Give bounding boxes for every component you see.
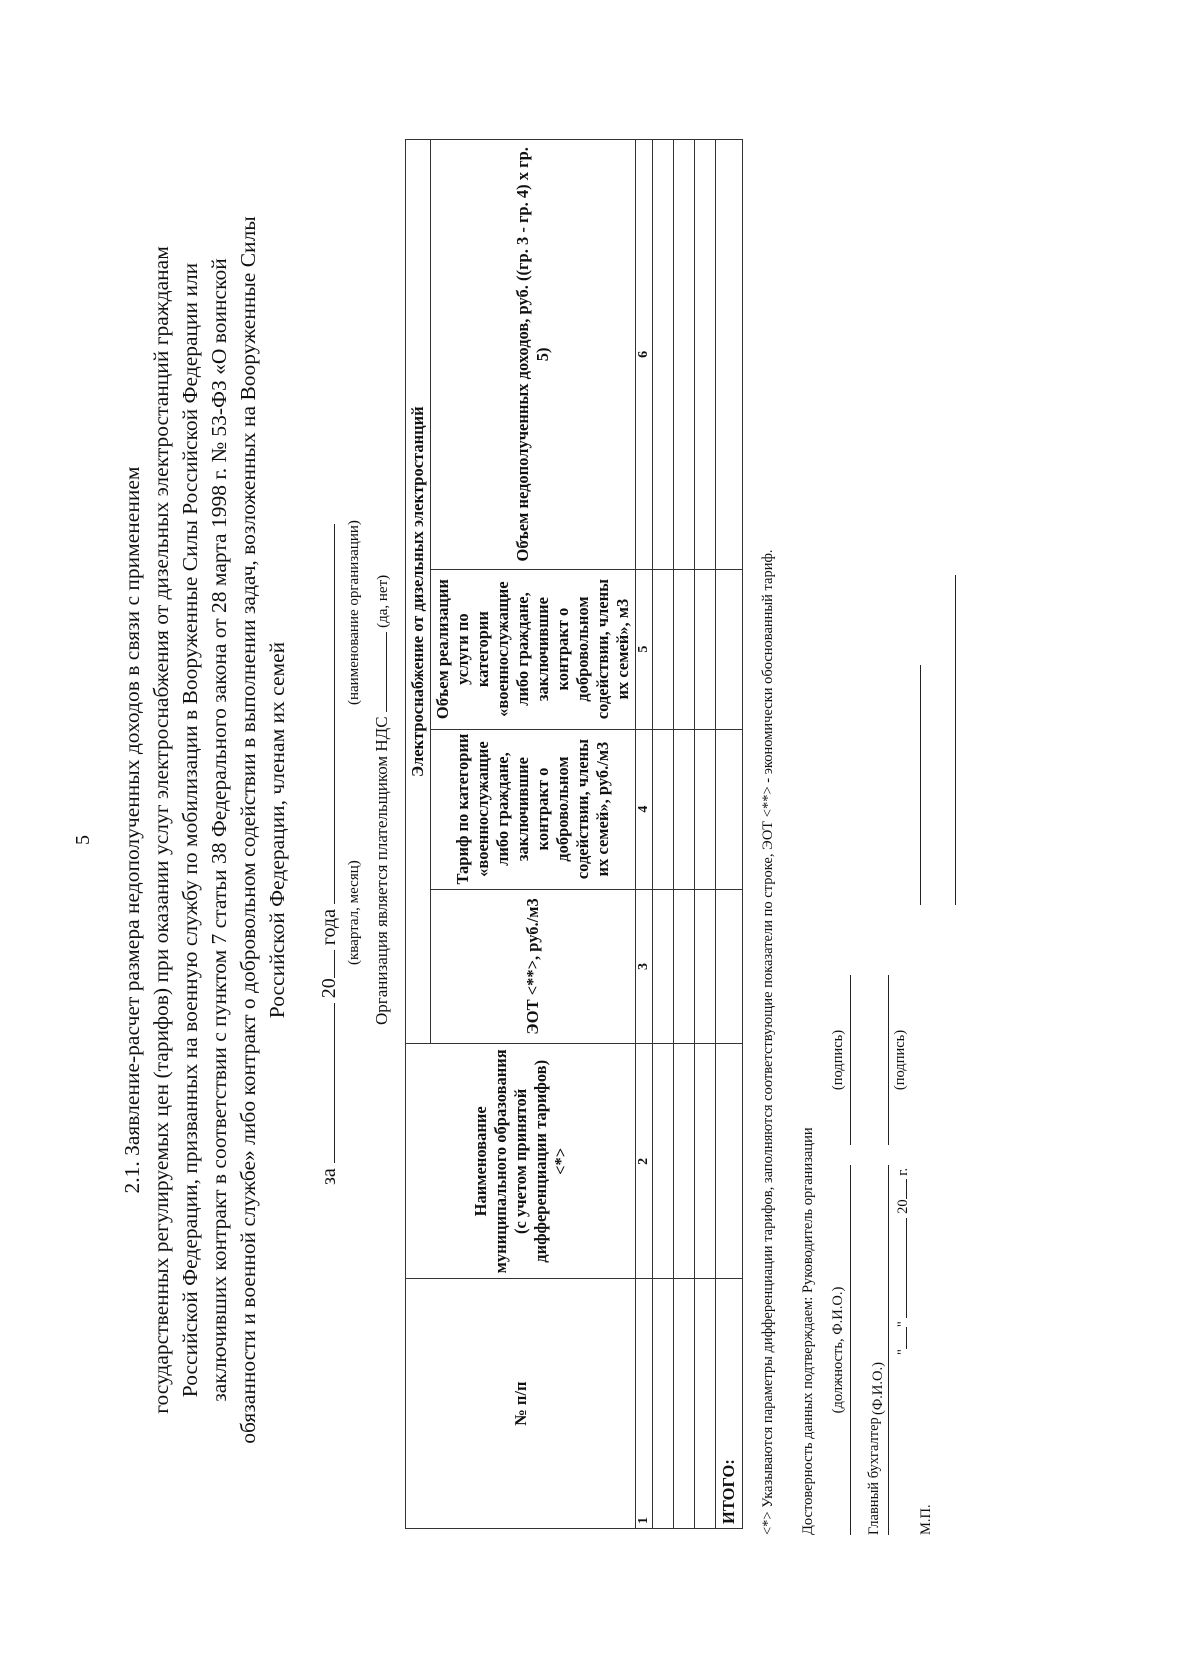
table-cell[interactable] [674,729,695,889]
table-cell[interactable] [716,569,743,729]
table-cell[interactable] [674,1044,695,1279]
organization-caption: (наименование организации) [346,520,362,705]
document-title [118,155,292,1505]
table-cell[interactable] [653,140,674,570]
organization-field[interactable] [334,524,335,904]
col-number: 2 [636,1044,653,1279]
date-year-field[interactable] [906,1179,907,1199]
table-cell[interactable] [695,729,716,889]
nds-caption: (да, нет) [375,574,391,628]
period-field[interactable] [334,1003,335,1163]
blank-line[interactable] [955,575,956,905]
col-header-tariff: Тариф по категории «военнослужащие либо граждане, заключившие контракт о добровольном содействии, члены их семей», руб./м3 [431,729,636,889]
nds-label: Организация является плательщиком НДС [372,716,391,1025]
accountant-signature-line[interactable] [888,975,889,1145]
table-cell[interactable] [716,140,743,570]
day-field[interactable] [906,1327,907,1349]
col-header-municipality: Наименование муниципального образования (с учетом принятой дифференциации тарифов) <*> [406,1044,636,1279]
table-cell[interactable] [653,1044,674,1279]
table-cell[interactable] [653,1279,674,1529]
table-cell[interactable] [674,569,695,729]
table-row[interactable] [653,140,674,1529]
page-number: 5 [72,835,94,845]
table-cell[interactable] [653,889,674,1044]
total-row [716,140,743,1529]
group-header: Электроснабжение от дизельных электростанций [406,140,431,1044]
period-caption: (квартал, месяц) [346,860,362,965]
period-suffix: года [318,909,340,946]
table-cell[interactable] [695,569,716,729]
accountant-line[interactable] [888,1165,889,1535]
col-number: 4 [636,729,653,889]
date-close-quote: " [895,1321,911,1328]
table-cell[interactable] [695,140,716,570]
period-prefix: за [318,1168,340,1185]
table-row[interactable] [695,140,716,1529]
date-year: 20 [895,1199,911,1214]
col-header-lost-income: Объем недополученных доходов, руб. ((гр. 3 - гр. 4) x гр. 5) [431,140,636,570]
calculation-table [405,139,743,1529]
col-header-volume: Объем реализации услуги по категории «военнослужащие либо граждане, заключившие контракт о добровольном содействии, члены их семей», м3 [431,569,636,729]
table-cell[interactable] [695,1044,716,1279]
title-line: Российской Федерации, призванных на военную службу по мобилизации в Вооруженные Силы Российской Федерации или [178,262,202,1398]
title-line: государственных регулируемых цен (тарифов) при оказании услуг электроснабжения от дизельных электростанций гражданам [149,246,173,1414]
position-caption: (должность, Ф.И.О.) [830,1286,846,1414]
signature-caption: (подпись) [830,1029,846,1091]
date-suffix: г. [895,1167,911,1176]
period-year: 20 [318,978,340,999]
month-field[interactable] [906,1218,907,1318]
col-number: 5 [636,569,653,729]
table-cell[interactable] [674,889,695,1044]
confirm-text: Достоверность данных подтверждаем: Руководитель организации [800,1127,816,1535]
stamp-label: М.П. [918,1504,934,1535]
footnote: <*> Указываются параметры дифференциации тарифов, заполняются соответствующие показатели по строке, ЭОТ <**> - экономически обоснованный тариф. [760,549,776,1535]
col-number: 1 [636,1279,653,1529]
table-cell[interactable] [716,889,743,1044]
col-header-eot: ЭОТ <**>, руб./м3 [431,889,636,1044]
table-cell[interactable] [716,729,743,889]
total-label: ИТОГО: [716,1279,743,1529]
accountant-signature-caption: (подпись) [892,1029,908,1091]
table-cell[interactable] [695,889,716,1044]
title-line: обязанности и военной службе» либо контракт о добровольном содействии в выполнении задач, возложенных на Вооруженные Силы [236,216,260,1444]
title-line: 2.1. Заявление-расчет размера недополученных доходов в связи с применением [120,466,144,1194]
blank-line[interactable] [920,665,921,905]
table-row[interactable] [674,140,695,1529]
col-number: 6 [636,140,653,570]
title-line: заключивших контракт в соответствии с пунктом 7 статьи 38 Федерального закона от 28 марта 1998 г. № 53-ФЗ «О воинской [207,258,231,1402]
table-cell[interactable] [674,1279,695,1529]
signature-line[interactable] [850,975,851,1145]
table-cell[interactable] [653,569,674,729]
table-cell[interactable] [716,1044,743,1279]
col-number: 3 [636,889,653,1044]
period-line [318,524,341,1185]
table-cell[interactable] [653,729,674,889]
fio-caption: (Ф.И.О.) [870,1362,886,1415]
table-cell[interactable] [695,1279,716,1529]
column-numbers-row [636,140,653,1529]
nds-field[interactable] [386,632,387,712]
title-line: Российской Федерации, членам их семей [265,641,289,1019]
accountant-label: Главный бухгалтер [866,1417,882,1535]
year-field[interactable] [334,950,335,978]
col-header-number: № п/п [406,1279,636,1529]
table-cell[interactable] [674,140,695,570]
date-line [895,1168,912,1355]
date-open-quote: " [895,1349,911,1355]
nds-line [372,575,392,1025]
position-line[interactable] [850,1165,851,1535]
